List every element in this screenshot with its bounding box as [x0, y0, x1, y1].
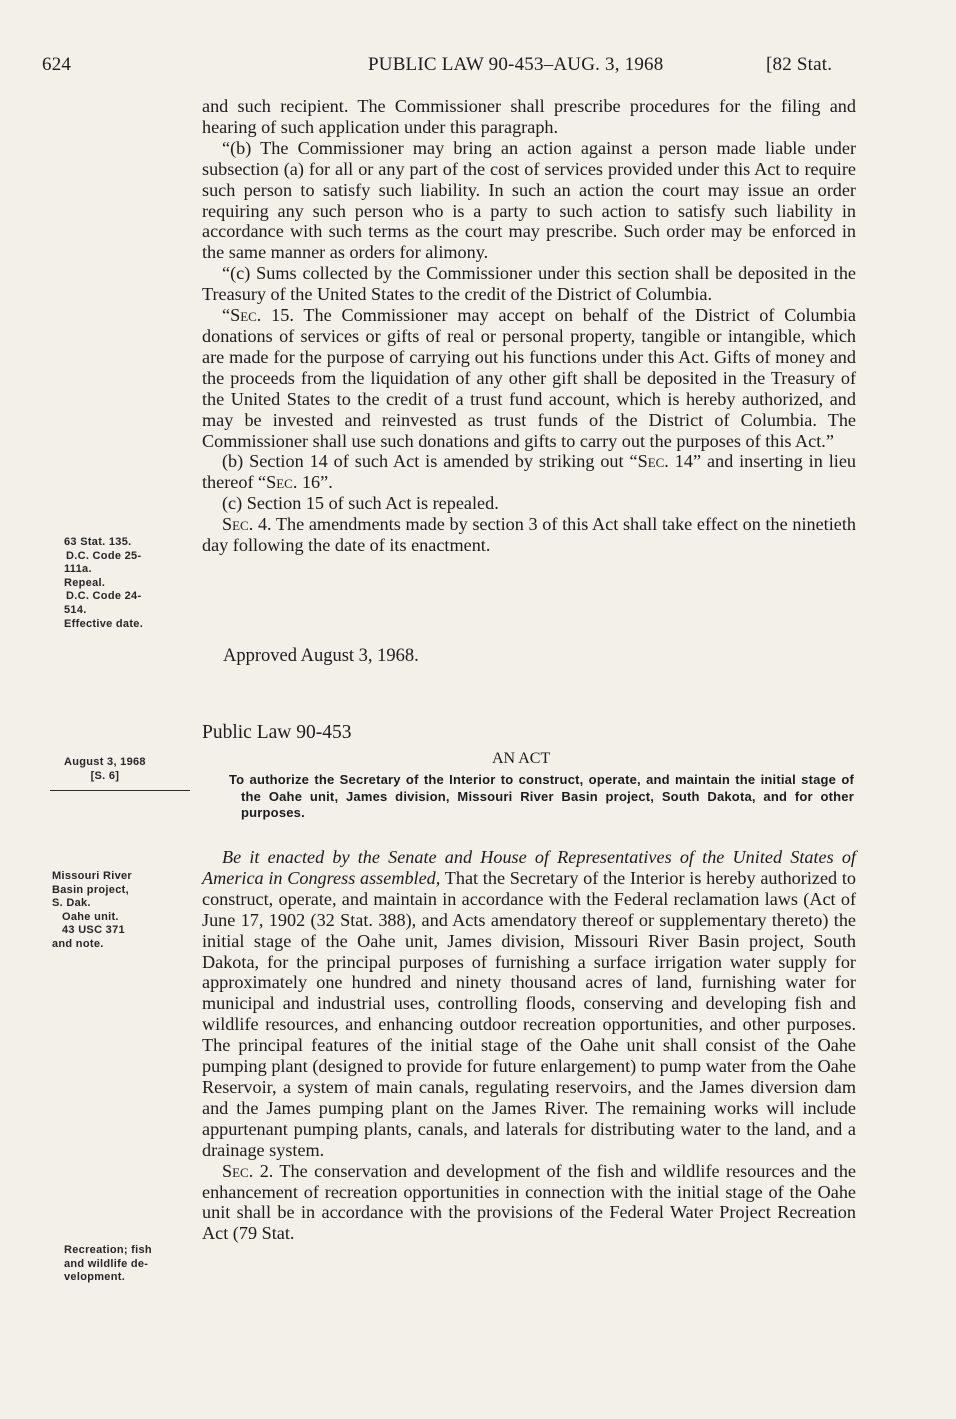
paragraph-repeal-c: (c) Section 15 of such Act is repealed.	[222, 493, 499, 514]
paragraph: and such recipient. The Commissioner shall prescribe procedures for the filing and hearing of such application under this paragraph.	[202, 96, 856, 137]
enacting-paragraph: Be it enacted by the Senate and House of Representatives of the United States of America in Congress assembled, That the Secretary of the Interior is hereby authorized to construct, operate, and maintain in accordance with the Federal reclamation laws (Act of June 17, 1902 (32 Stat. 388), and Acts amendatory thereof or supplementary thereto) the initial stage of the Oahe unit, James division, Missouri River Basin project, South Dakota, for the principal purposes of furnishing a surface irrigation water supply for approximately one hundred and ninety thousand acres of land, furnishing water for municipal and industrial uses, controlling floods, conserving and developing fish and wildlife resources, and enhancing outdoor recreation opportunities, and other purposes. The principal features of the initial stage of the Oahe unit shall consist of the Oahe pumping plant (designed to provide for future enlargement) to pump water from the Oahe Reservoir, a system of main canals, regulating reservoirs, and the James diversion dam and the James pumping plant on the James River. The remaining works will include appurtenant pumping plants, canals, and laterals for distributing water to the land, and a drainage system.	[202, 847, 856, 1160]
margin-rule	[50, 790, 190, 791]
continued-text	[202, 96, 856, 556]
margin-note-date: August 3, 1968 [S. 6]	[64, 756, 146, 782]
running-title: PUBLIC LAW 90-453–AUG. 3, 1968	[368, 54, 664, 75]
statute-reference: [82 Stat.	[766, 54, 833, 75]
margin-note-project: Missouri River Basin project, S. Dak. Oahe unit. 43 USC 371 and note.	[52, 870, 133, 950]
paragraph-section-15: “Sec. 15. The Commissioner may accept on behalf of the District of Columbia donations of services or gifts of real or personal property, tangible or intangible, which are made for the purpose of carrying out his functions under this Act. Gifts of money and the proceeds from the liquidation of any other gift shall be deposited in the Treasury of the United States to the credit of a trust fund account, which is hereby authorized, and may be invested and reinvested as trust funds of the District of Columbia. The Commissioner shall use such donations and gifts to carry out the purposes of this Act.”	[202, 305, 856, 451]
paragraph-subsection-b: “(b) The Commissioner may bring an action against a person made liable under subsection (a) for all or any part of the cost of services provided under this Act to require such person to satisfy such liability. In such an action the court may issue an order requiring any such person who is a party to such action to satisfy such liability in accordance with such terms as the court may prescribe. Such order may be enforced in the same manner as orders for alimony.	[202, 137, 856, 263]
margin-note-citations: 63 Stat. 135. D.C. Code 25- 111a. Repeal. D.C. Code 24- 514. Effective date.	[64, 536, 144, 630]
act-body	[202, 847, 856, 1244]
margin-note-recreation: Recreation; fish and wildlife de- velopment.	[64, 1244, 152, 1284]
page-number: 624	[42, 54, 72, 75]
approval-line: Approved August 3, 1968.	[223, 646, 419, 666]
paragraph-section-4: Sec. 4. The amendments made by section 3 of this Act shall take effect on the ninetieth day following the date of its enactment.	[202, 514, 856, 556]
public-law-heading: Public Law 90-453	[202, 722, 352, 743]
paragraph-subsection-c: “(c) Sums collected by the Commissioner under this section shall be deposited in the Treasury of the United States to the credit of the District of Columbia.	[202, 263, 856, 305]
paragraph-amendment-b: (b) Section 14 of such Act is amended by striking out “Sec. 14” and inserting in lieu thereof “Sec. 16”.	[202, 451, 857, 493]
enacting-clause: Be it enacted by the Senate and House of Representatives of the United States of America in Congress assembled,	[202, 847, 856, 888]
act-purpose: To authorize the Secretary of the Interior to construct, operate, and maintain the initial stage of the Oahe unit, James division, Missouri River Basin project, South Dakota, and for other purposes.	[229, 772, 854, 821]
paragraph-section-2: Sec. 2. The conservation and development of the fish and wildlife resources and the enhancement of recreation opportunities in connection with the initial stage of the Oahe unit shall be in accordance with the provisions of the Federal Water Project Recreation Act (79 Stat.	[202, 1160, 856, 1244]
an-act-label: AN ACT	[492, 750, 551, 767]
